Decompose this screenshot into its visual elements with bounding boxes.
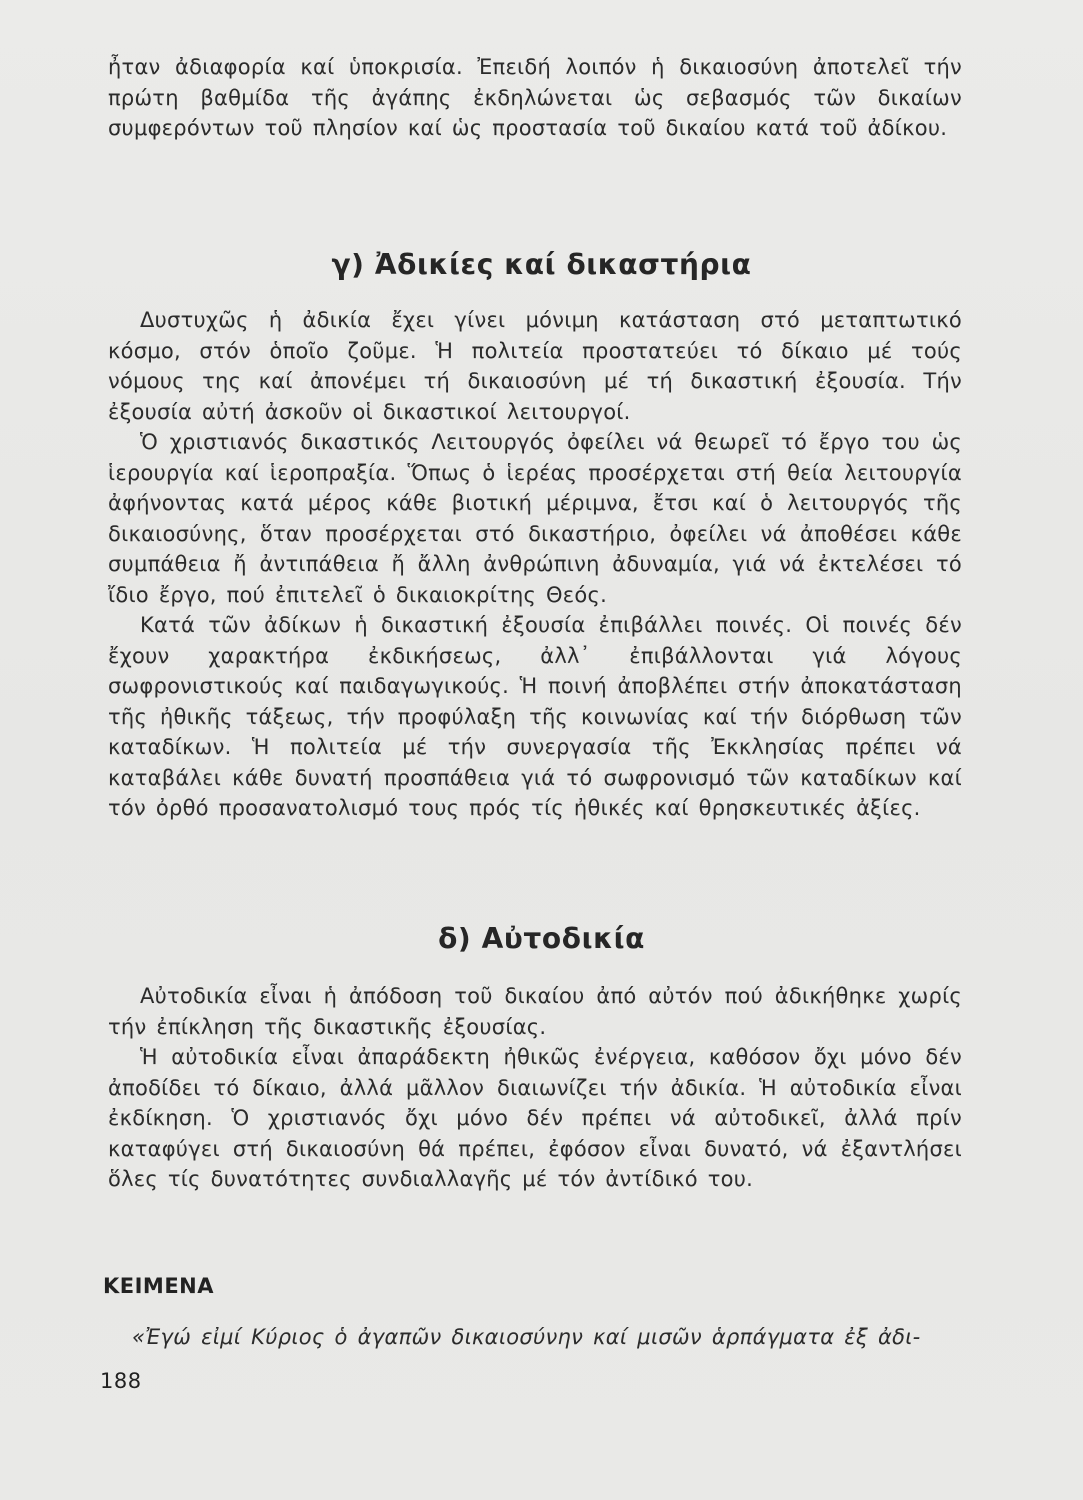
page-number: 188 — [100, 1369, 142, 1393]
intro-block — [108, 52, 962, 144]
section-d-paragraph-1: Αὐτοδικία εἶναι ἡ ἀπόδοση τοῦ δικαίου ἀπό αὐτόν πού ἀδικήθηκε χωρίς τήν ἐπίκληση τῆς δικαστικῆς ἐξουσίας. — [108, 984, 962, 1039]
section-c-paragraph-2: Ὁ χριστιανός δικαστικός Λειτουργός ὀφείλει νά θεωρεῖ τό ἔργο του ὡς ἱερουργία καί ἱεροπραξία. Ὅπως ὁ ἱερέας προσέρχεται στή θεία λειτουργία ἀφήνοντας κατά μέρος κάθε βιοτική μέριμνα, ἔτσι καί ὁ λειτουργός τῆς δικαιοσύνης, ὅταν προσέρχεται στό δικαστήριο, ὀφείλει νά ἀποθέσει κάθε συμπάθεια ἤ ἀντιπάθεια ἤ ἄλλη ἀνθρώπινη ἀδυναμία, γιά νά ἐκτελέσει τό ἴδιο ἔργο, πού ἐπιτελεῖ ὁ δικαιοκρίτης Θεός. — [108, 430, 962, 607]
section-d-heading: δ) Αὐτοδικία — [438, 922, 645, 955]
texts-label: ΚΕΙΜΕΝΑ — [103, 1274, 215, 1298]
section-c-heading: γ) Ἀδικίες καί δικαστήρια — [331, 248, 752, 281]
section-c-body — [108, 305, 962, 824]
section-d-paragraph-2: Ἡ αὐτοδικία εἶναι ἀπαράδεκτη ἠθικῶς ἐνέργεια, καθόσον ὄχι μόνο δέν ἀποδίδει τό δίκαιο, ἀλλά μᾶλλον διαιωνίζει τήν ἀδικία. Ἡ αὐτοδικία εἶναι ἐκδίκηση. Ὁ χριστιανός ὄχι μόνο δέν πρέπει νά αὐτοδικεῖ, ἀλλά πρίν καταφύγει στή δικαιοσύνη θά πρέπει, ἐφόσον εἶναι δυνατό, νά ἐξαντλήσει ὅλες τίς δυνατότητες συνδιαλλαγῆς μέ τόν ἀντίδικό του. — [108, 1045, 962, 1191]
section-d-body — [108, 981, 962, 1195]
section-c-paragraph-1: Δυστυχῶς ἡ ἀδικία ἔχει γίνει μόνιμη κατάσταση στό μεταπτωτικό κόσμο, στόν ὁποῖο ζοῦμε. Ἡ πολιτεία προστατεύει τό δίκαιο μέ τούς νόμους της καί ἀπονέμει τή δικαιοσύνη μέ τή δικαστική ἐξουσία. Τήν ἐξουσία αὐτή ἀσκοῦν οἱ δικαστικοί λειτουργοί. — [108, 308, 962, 424]
section-c-paragraph-3: Κατά τῶν ἀδίκων ἡ δικαστική ἐξουσία ἐπιβάλλει ποινές. Οἱ ποινές δέν ἔχουν χαρακτήρα ἐκδικήσεως, ἀλλ᾽ ἐπιβάλλονται γιά λόγους σωφρονιστικούς καί παιδαγωγικούς. Ἡ ποινή ἀποβλέπει στήν ἀποκατάσταση τῆς ἠθικῆς τάξεως, τήν προφύλαξη τῆς κοινωνίας καί τήν διόρθωση τῶν καταδίκων. Ἡ πολιτεία μέ τήν συνεργασία τῆς Ἐκκλησίας πρέπει νά καταβάλει κάθε δυνατή προσπάθεια γιά τό σωφρονισμό τῶν καταδίκων καί τόν ὀρθό προσανατολισμό τους πρός τίς ἠθικές καί θρησκευτικές ἀξίες. — [108, 613, 962, 820]
intro-paragraph: ἦταν ἀδιαφορία καί ὑποκρισία. Ἐπειδή λοιπόν ἡ δικαιοσύνη ἀποτελεῖ τήν πρώτη βαθμίδα τῆς ἀγάπης ἐκδηλώνεται ὡς σεβασμός τῶν δικαίων συμφερόντων τοῦ πλησίον καί ὡς προστασία τοῦ δικαίου κατά τοῦ ἀδίκου. — [108, 55, 962, 140]
scripture-quote: «Ἐγώ εἰμί Κύριος ὁ ἀγαπῶν δικαιοσύνην καί μισῶν ἁρπάγματα ἐξ ἀδι- — [132, 1325, 921, 1349]
